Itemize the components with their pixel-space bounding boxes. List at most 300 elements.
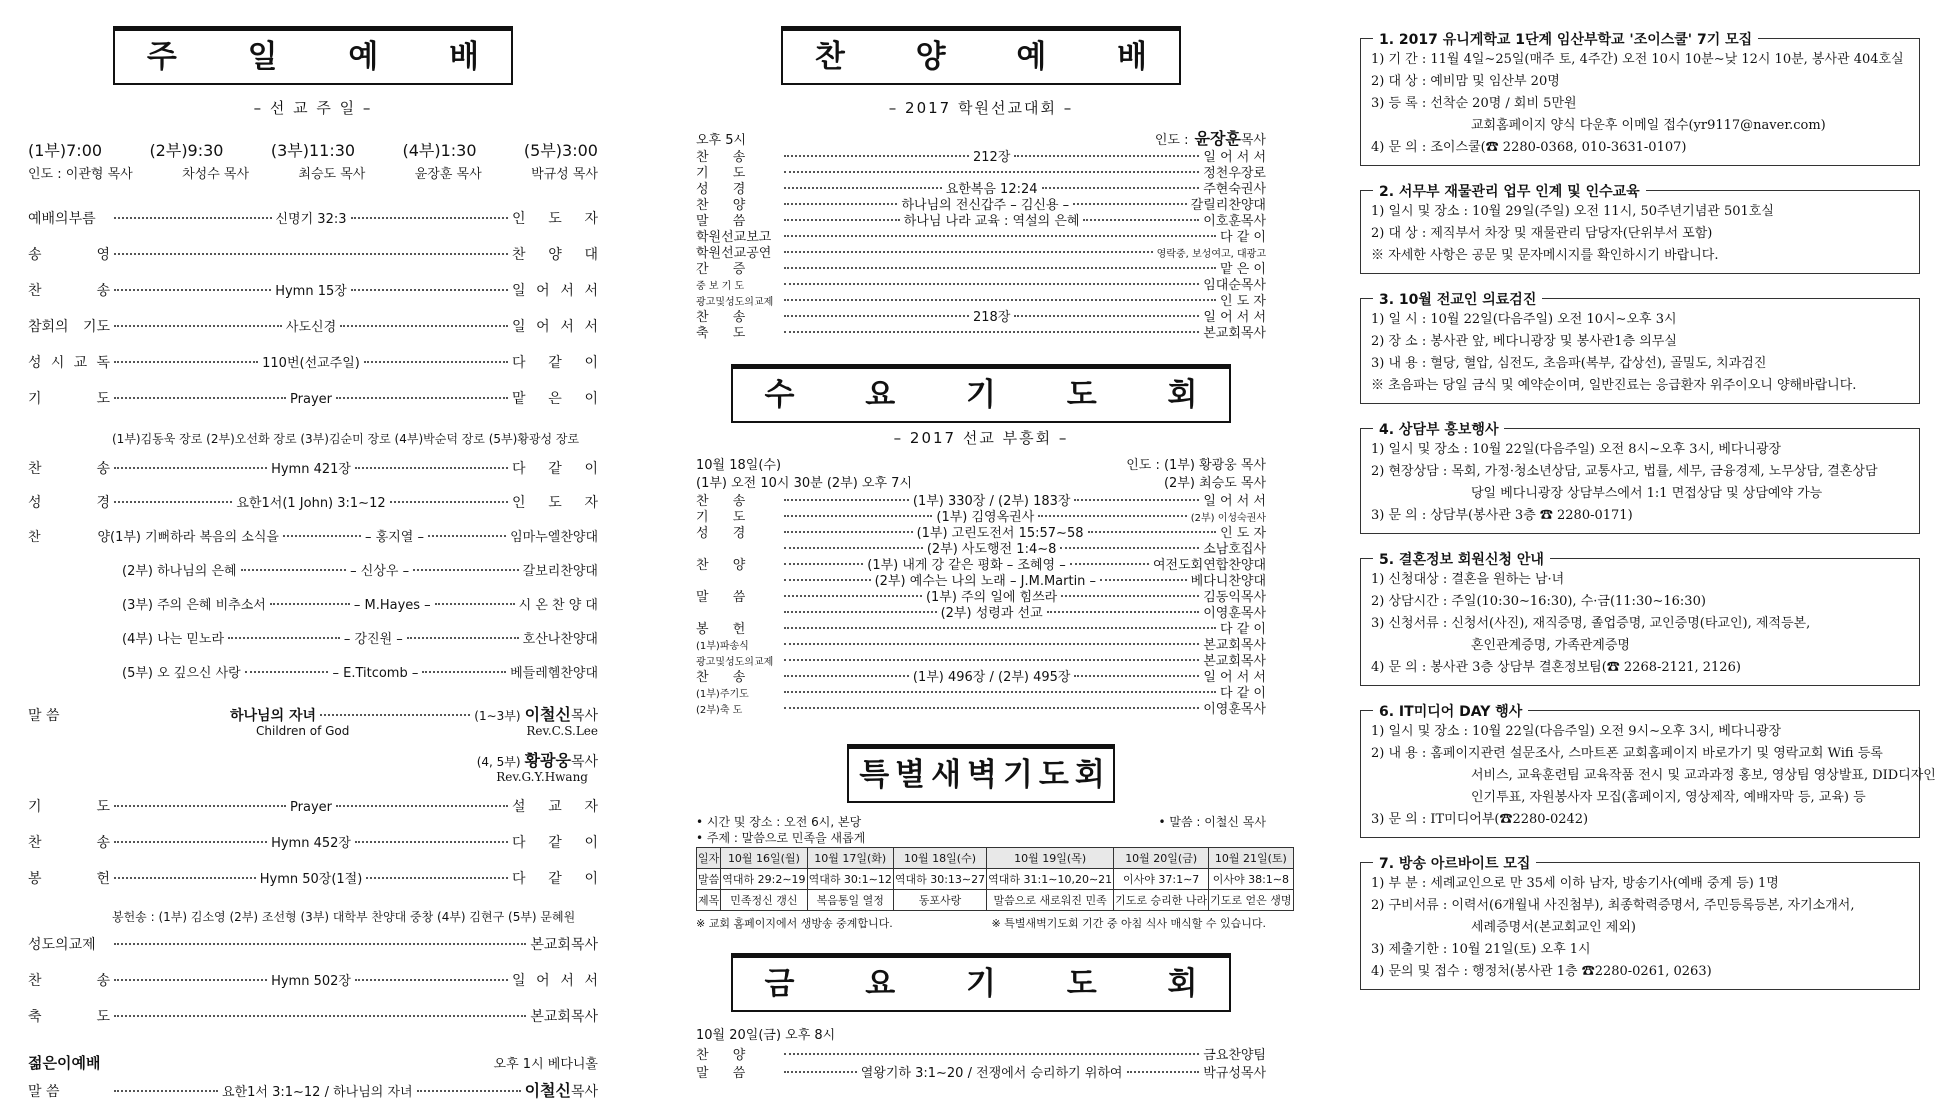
order-label: 기 도 <box>696 166 756 181</box>
label-char: 독 <box>96 355 110 371</box>
order-label <box>28 352 110 372</box>
schedule-row <box>697 869 1294 890</box>
sermon-preacher-1-en: Rev.C.S.Lee <box>526 724 598 738</box>
notice-line: 1) 신청대상 : 결혼을 원하는 남·녀 <box>1371 572 1565 587</box>
leader-dots <box>336 397 508 399</box>
right-char: 다 <box>512 461 526 477</box>
order-detail: 요한1서(1 John) 3:1∼12 <box>236 496 386 511</box>
order-row <box>28 208 598 244</box>
right-char: 맡 <box>512 391 526 407</box>
right-char: 인 <box>512 211 526 227</box>
service-leader: 윤장훈 목사 <box>414 167 482 182</box>
leader-dots <box>784 707 1199 709</box>
order-responsible <box>512 796 598 816</box>
right-char: 일 <box>512 973 526 989</box>
right-char: 어 <box>536 283 550 299</box>
schedule-header-cell: 10월 18일(수) <box>893 848 986 869</box>
label-char: 찬 <box>28 835 42 851</box>
label-char: 영 <box>96 247 110 263</box>
leader-dots <box>1014 315 1199 317</box>
anthem-row <box>28 526 598 560</box>
anthem-composer: – E.Titcomb – <box>332 666 419 681</box>
notice-line: ※ 자세한 사항은 공문 및 문자메시지를 확인하시기 바랍니다. <box>1371 248 1719 263</box>
notice-line: 1) 일시 및 장소 : 10월 22일(다음주일) 오전 8시∼오후 3시, 베다니광장 <box>1371 442 1782 457</box>
right-char: 교 <box>548 799 562 815</box>
schedule-header-cell: 10월 20일(금) <box>1114 848 1209 869</box>
order-detail: 212장 <box>973 150 1011 165</box>
praise-leader-name: 윤장훈 <box>1194 129 1241 148</box>
leader-dots <box>784 1053 1199 1055</box>
order-responsible: 임대순목사 <box>1203 278 1266 293</box>
order-detail: (1부) 330장 / (2부) 183장 <box>912 494 1071 509</box>
leader-dots <box>784 171 1199 173</box>
order-label: 학원선교보고 <box>696 230 772 245</box>
anthem-choir: 호산나찬양대 <box>522 632 598 647</box>
order-label <box>28 868 110 888</box>
order-detail: (1부) 김영옥권사 <box>936 510 1035 525</box>
notice-title: 2. 서무부 재물관리 업무 인계 및 인수교육 <box>1373 181 1646 201</box>
notice-line: 3) 등 록 : 선착순 20명 / 회비 5만원 <box>1371 96 1577 111</box>
order-responsible <box>512 244 598 264</box>
order-responsible: 일 어 서 서 <box>1203 310 1267 325</box>
notice-line: 1) 기 간 : 11월 4일∼25일(매주 토, 4주간) 오전 10시 10분∼낮 12시 10분, 봉사관 404호실 <box>1371 52 1904 67</box>
order-label <box>28 244 110 264</box>
order-label: 말 씀 <box>696 1066 756 1081</box>
order-label <box>28 1006 110 1026</box>
order-row <box>696 326 1266 342</box>
order-responsible: 주현숙권사 <box>1203 182 1267 197</box>
right-char: 서 <box>560 319 574 335</box>
leader-dots <box>784 595 922 597</box>
order-responsible: 이호훈목사 <box>1203 214 1267 229</box>
friday-order <box>696 1047 1266 1083</box>
wednesday-prayer-subtitle: – 2017 선교 부흥회 – <box>893 429 1069 447</box>
notice-line: 1) 부 분 : 세례교인으로 만 35세 이하 남자, 방송기사(예배 중계 등) 1명 <box>1371 876 1779 891</box>
label-char: 교 <box>73 355 88 371</box>
schedule-cell: 이사야 37:1∼7 <box>1114 869 1209 890</box>
schedule-header-cell: 10월 16일(월) <box>721 848 807 869</box>
notice-line: 2) 대 상 : 예비맘 및 임산부 20명 <box>1371 74 1560 89</box>
order-responsible <box>512 280 598 300</box>
order-label: 중 보 기 도 <box>696 281 745 292</box>
order-row <box>696 526 1266 542</box>
order-label: (1부)파송식 <box>696 641 749 652</box>
friday-datetime: 10월 20일(금) 오후 8시 <box>696 1028 836 1043</box>
schedule-cell: 역대하 30:13∼27 <box>893 869 986 890</box>
praise-order <box>696 150 1266 342</box>
order-detail: (1부) 내게 강 같은 평화 – 조혜영 – <box>867 558 1066 573</box>
order-detail: (2부) 사도행전 1:4∼8 <box>926 542 1057 557</box>
order-detail: 110번(선교주일) <box>262 356 360 371</box>
leader-dots <box>114 877 256 879</box>
schedule-cell: 역대하 29:2∼19 <box>721 869 807 890</box>
right-char: 이 <box>584 871 599 887</box>
notice-line: 2) 상담시간 : 주일(10:30∼16:30), 수·금(11:30∼16:30) <box>1371 594 1706 609</box>
sermon-role-1: 목사 <box>570 708 598 724</box>
notice-line: 서비스, 교육훈련팀 교육작품 전시 및 교과과정 홍보, 영상팀 영상발표, DID디자인 <box>1471 768 1936 783</box>
notice-box <box>1360 184 1920 274</box>
order-row <box>696 294 1266 310</box>
leader-dots <box>784 691 1216 693</box>
order-label: 성 경 <box>696 182 756 197</box>
notice-line: 2) 내 용 : 홈페이지관련 설문조사, 스마트폰 교회홈페이지 바로가기 및 영락교회 Wifi 등록 <box>1371 746 1883 761</box>
right-char: 이 <box>584 835 598 851</box>
leader-dots <box>784 547 923 549</box>
sermon-preacher-2-en: Rev.G.Y.Hwang <box>496 770 588 784</box>
leader-dots <box>413 569 519 571</box>
order-label: 간 증 <box>696 262 756 277</box>
label-char: 축 <box>28 1009 42 1025</box>
order-responsible: 일 어 서 서 <box>1203 150 1267 165</box>
right-char: 같 <box>548 835 562 851</box>
leader-dots <box>435 603 515 605</box>
label-char: 송 <box>28 247 42 263</box>
right-char: 은 <box>548 391 562 407</box>
order-detail: 하나님의 전신갑주 – 김신용 – <box>901 198 1070 213</box>
order-responsible: 소남호집사 <box>1203 542 1267 557</box>
leader-dots <box>283 535 361 537</box>
service-leaders <box>28 163 598 182</box>
leader-dots <box>114 805 286 807</box>
order-responsible: 일 어 서 서 <box>1203 494 1266 509</box>
order-row <box>696 622 1266 638</box>
order-row <box>28 492 598 526</box>
leader-dots <box>784 283 1199 285</box>
leader-dots <box>114 943 526 945</box>
notice-line: 4) 문 의 : 조이스쿨(☎ 2280-0368, 010-3631-0107) <box>1371 140 1687 155</box>
order-responsible: 이영훈목사 <box>1203 702 1266 717</box>
right-char: 서 <box>584 973 598 989</box>
anthem-row <box>28 662 598 696</box>
sermon-label: 말 씀 <box>28 708 60 724</box>
order-responsible <box>512 970 598 990</box>
order-label <box>28 458 110 478</box>
order-row <box>28 868 598 904</box>
order-responsible <box>512 868 598 888</box>
right-char: 일 <box>512 283 526 299</box>
notice-line: 3) 신청서류 : 신청서(사진), 재직증명, 졸업증명, 교인증명(타교인), 제적등본, <box>1371 616 1811 631</box>
order-row <box>696 686 1266 702</box>
order-row <box>28 388 598 424</box>
order-row <box>28 458 598 492</box>
leader-dots <box>407 637 519 639</box>
anthem-composer: – M.Hayes – <box>353 598 431 613</box>
leader-dots <box>241 569 347 571</box>
notice-line: 3) 문 의 : 상담부(봉사관 3층 ☎ 2280-0171) <box>1371 508 1633 523</box>
order-row <box>696 230 1266 246</box>
order-detail: 요한복음 12:24 <box>945 182 1038 197</box>
order-detail: (2부) 예수는 나의 노래 – J.M.Martin – <box>874 574 1097 589</box>
right-char: 서 <box>560 283 574 299</box>
order-label: 찬 송 <box>696 494 756 509</box>
notice-line: 교회홈페이지 양식 다운후 이메일 접수(yr9117@naver.com) <box>1471 118 1826 133</box>
notice-title: 6. IT미디어 DAY 행사 <box>1373 701 1528 721</box>
leader-dots <box>1088 531 1217 533</box>
order-responsible: 다 같 이 <box>1220 622 1266 637</box>
notice-line: 2) 현장상담 : 목회, 가정·청소년상담, 교통사고, 법률, 세무, 금융경제, 노무상담, 결혼상담 <box>1371 464 1878 479</box>
notice-box <box>1360 292 1920 404</box>
notice-line: ※ 초음파는 당일 금식 및 예약순이며, 일반진료는 응급환자 위주이오니 양해바랍니다. <box>1371 378 1857 393</box>
anthem-composer: – 강진원 – <box>343 632 403 647</box>
leader-dots <box>1014 155 1199 157</box>
notice-line: 4) 문의 및 접수 : 행정처(봉사관 1층 ☎2280-0261, 0263) <box>1371 964 1712 979</box>
leader-dots <box>784 267 1216 269</box>
leader-dots <box>114 397 286 399</box>
sermon-preacher-1: 이철신 <box>524 705 571 724</box>
leader-dots <box>784 499 909 501</box>
leader-dots <box>784 251 1153 253</box>
right-char: 어 <box>536 319 550 335</box>
order-label: 찬 양 <box>696 1048 756 1063</box>
leader-dots <box>784 219 900 221</box>
label-char: 찬 <box>28 973 42 989</box>
order-row <box>696 654 1266 670</box>
leader-dots <box>1127 1071 1200 1073</box>
leader-dots <box>1074 499 1199 501</box>
right-char: 다 <box>512 355 526 371</box>
anthem-choir: 갈보리찬양대 <box>522 564 598 579</box>
order-label: 광고및성도의교제 <box>696 297 774 308</box>
order-label: 찬 양 <box>696 558 756 573</box>
order-row <box>28 280 598 316</box>
order-label <box>28 970 110 990</box>
order-responsible: 다 같 이 <box>1220 230 1266 245</box>
schedule-header-cell: 10월 17일(화) <box>807 848 893 869</box>
label-char: 성 <box>28 355 42 371</box>
notice-line: 2) 구비서류 : 이력서(6개월내 사진첨부), 최종학력증명서, 주민등록등본, 자기소개서, <box>1371 898 1855 913</box>
leader-dots <box>1047 611 1200 613</box>
leader-dots <box>390 501 508 503</box>
leader-dots <box>366 877 508 879</box>
schedule-cell: 역대하 31:1∼10,20∼21 <box>987 869 1114 890</box>
label-char: 시 <box>50 355 65 371</box>
order-row <box>696 606 1266 622</box>
label-char: 송 <box>96 461 110 477</box>
notice-line: 1) 일시 및 장소 : 10월 29일(주일) 오전 11시, 50주년기념관 501호실 <box>1371 204 1774 219</box>
right-char: 서 <box>584 283 599 299</box>
order-label: 말 씀 <box>696 590 756 605</box>
leader-dots <box>351 217 509 219</box>
leader-dots <box>784 531 913 533</box>
leader-dots <box>784 155 969 157</box>
dawn-note-1: ※ 교회 홈페이지에서 생방송 중계합니다. <box>696 917 893 930</box>
label-char: 헌 <box>96 871 110 887</box>
order-detail: 열왕기하 3:1∼20 / 전쟁에서 승리하기 위하여 <box>860 1066 1123 1081</box>
sermon-title-en: Children of God <box>256 724 350 738</box>
right-char: 자 <box>584 799 598 815</box>
order-responsible: 본교회목사 <box>1203 638 1266 653</box>
notice-box <box>1360 422 1920 534</box>
anthem-choir: 시 온 찬 양 대 <box>518 598 598 613</box>
notice-line: 3) 문 의 : IT미디어부(☎2280-0242) <box>1371 812 1589 827</box>
order-row <box>696 182 1266 198</box>
right-char: 같 <box>548 871 562 887</box>
praise-worship-subtitle: – 2017 학원선교대회 – <box>888 99 1074 117</box>
order-label: (1부)주기도 <box>696 689 749 700</box>
youth-sermon-label: 말 씀 <box>28 1084 60 1100</box>
leader-dots <box>784 563 863 565</box>
anthem-choir: 임마누엘찬양대 <box>510 530 598 545</box>
order-row <box>696 510 1266 526</box>
order-responsible <box>512 388 598 408</box>
right-text: 본교회목사 <box>530 937 598 953</box>
order-label <box>28 796 110 816</box>
label-char: 기도 <box>82 319 110 335</box>
notice-line: 당일 베다니광장 상담부스에서 1:1 면접상담 및 상담예약 가능 <box>1471 486 1823 501</box>
dawn-prayer-title: 특별새벽기도회 <box>847 744 1115 803</box>
label-char: 기 <box>28 799 42 815</box>
anthem-title: (3부) 주의 은혜 비추소서 <box>122 598 266 613</box>
order-responsible: 본교회목사 <box>1203 326 1266 341</box>
order-label <box>28 934 110 954</box>
label-char: 송 <box>96 835 110 851</box>
sermon-role-2: 목사 <box>570 754 598 770</box>
notice-line: 4) 문 의 : 봉사관 3층 상담부 결혼정보팀(☎ 2268-2121, 2126) <box>1371 660 1741 675</box>
order-row <box>28 244 598 280</box>
weekly-worship-column <box>696 0 1292 1083</box>
leader-dots <box>784 331 1199 333</box>
leader-dots <box>784 659 1199 661</box>
order-row <box>696 214 1266 230</box>
order-responsible: 베다니찬양대 <box>1190 574 1267 589</box>
anthem-title: (4부) 나는 믿노라 <box>122 632 225 647</box>
order-label <box>28 492 110 512</box>
leader-dots <box>355 979 508 981</box>
right-char: 인 <box>512 495 526 511</box>
leader-dots <box>114 979 267 981</box>
notice-title: 5. 결혼정보 회원신청 안내 <box>1373 549 1550 569</box>
right-char: 대 <box>584 247 598 263</box>
order-label: 찬 양 <box>696 198 756 213</box>
leader-dots <box>270 603 350 605</box>
praise-leader-label: 인도 : <box>1154 133 1189 148</box>
notice-list <box>1360 32 1936 990</box>
notice-title: 3. 10월 전교인 의료검진 <box>1373 289 1542 309</box>
right-char: 자 <box>584 495 598 511</box>
order-responsible: 일 어 서 서 <box>1203 670 1266 685</box>
notice-box <box>1360 552 1920 686</box>
youth-worship-title: 젊은이예배 <box>28 1054 101 1072</box>
wednesday-prayer-title: 수 요 기 도 회 <box>731 364 1232 423</box>
notice-line: 1) 일 시 : 10월 22일(다음주일) 오전 10시∼오후 3시 <box>1371 312 1677 327</box>
label-char: 송 <box>96 973 110 989</box>
service-time: (4부)1:30 <box>402 141 477 160</box>
right-text: 본교회목사 <box>530 1009 598 1025</box>
order-label: 학원선교공연 <box>696 246 772 261</box>
order-row <box>696 702 1266 718</box>
leader-dots <box>784 627 1216 629</box>
order-row <box>28 832 598 868</box>
leader-dots <box>784 203 897 205</box>
anthem-row <box>28 628 598 662</box>
notice-title: 7. 방송 아르바이트 모집 <box>1373 853 1536 873</box>
schedule-cell: 말씀 <box>697 869 721 890</box>
order-row <box>28 352 598 388</box>
anthem-title: (5부) 오 깊으신 사랑 <box>122 666 241 681</box>
order-detail: 사도신경 <box>285 320 337 335</box>
order-responsible: 다 같 이 <box>1220 686 1266 701</box>
leader-dots <box>228 637 340 639</box>
anthem-title: (1부) 기뻐하라 복음의 소식을 <box>110 530 279 545</box>
order-row <box>696 262 1266 278</box>
leader-dots <box>784 643 1199 645</box>
sunday-worship-title: 주 일 예 배 <box>113 26 513 85</box>
order-row <box>696 278 1266 294</box>
leader-dots <box>351 289 508 291</box>
schedule-header-cell: 일자 <box>697 848 721 869</box>
order-row <box>696 542 1266 558</box>
label-char: 양 <box>97 530 110 545</box>
praise-time: 오후 5시 <box>696 133 747 148</box>
order-detail: Prayer <box>290 800 332 815</box>
order-detail: (2부) 성령과 선교 <box>940 606 1043 621</box>
notice-line: 2) 대 상 : 제직부서 차장 및 재물관리 담당자(단위부서 포함) <box>1371 226 1713 241</box>
notice-box <box>1360 856 1920 990</box>
order-of-service-1 <box>28 208 598 424</box>
notice-line: 인기투표, 자원봉사자 모집(홈페이지, 영상제작, 예배자막 등, 교육) 등 <box>1471 790 1866 805</box>
order-responsible <box>530 1006 598 1026</box>
order-label: 봉 헌 <box>696 622 756 637</box>
order-responsible: 금요찬양팀 <box>1203 1048 1266 1063</box>
leader-dots <box>355 467 508 469</box>
schedule-row <box>697 890 1294 911</box>
order-responsible <box>512 316 598 336</box>
order-row <box>696 1065 1266 1083</box>
leader-dots <box>428 535 506 537</box>
order-detail: 신명기 32:3 <box>275 212 347 227</box>
notice-title: 4. 상담부 홍보행사 <box>1373 419 1504 439</box>
announcements-column <box>1360 0 1936 1014</box>
right-char: 도 <box>548 211 562 227</box>
order-detail: (1부) 주의 일에 힘쓰라 <box>925 590 1058 605</box>
order-row <box>696 558 1266 574</box>
leader-dots <box>784 235 1216 237</box>
sermon-parts-2: (4, 5부) <box>476 755 521 769</box>
leader-dots <box>340 325 508 327</box>
order-label <box>28 832 110 852</box>
order-row <box>696 166 1266 182</box>
dawn-theme: • 주제 : 말씀으로 민족을 새롭게 <box>696 831 866 845</box>
order-responsible: 인 도 자 <box>1220 294 1266 309</box>
offering-singers: 봉헌송 : (1부) 김소영 (2부) 조선형 (3부) 대학부 찬양대 중창 (4부) 김현구 (5부) 문혜원 <box>112 910 576 924</box>
order-detail: Hymn 452장 <box>271 836 351 851</box>
order-label <box>28 316 110 336</box>
wed-leader-2: (2부) 최승도 목사 <box>1163 476 1266 491</box>
notice-box <box>1360 704 1936 838</box>
schedule-cell: 복음통일 열정 <box>807 890 893 911</box>
praise-leader-role: 목사 <box>1240 133 1266 148</box>
label-char: 도 <box>96 1009 110 1025</box>
order-detail: Hymn 15장 <box>275 284 347 299</box>
right-char: 서 <box>584 319 599 335</box>
wednesday-order <box>696 494 1266 718</box>
anthem-list <box>28 526 598 696</box>
leader-dots <box>1100 579 1187 581</box>
wed-date: 10월 18일(수) <box>696 458 782 473</box>
leader-dots <box>784 1071 857 1073</box>
right-char: 이 <box>584 391 598 407</box>
order-label: 찬 송 <box>696 670 756 685</box>
schedule-cell: 제목 <box>697 890 721 911</box>
order-label <box>28 208 110 228</box>
leader-dots <box>784 515 932 517</box>
label-char: 경 <box>96 495 110 511</box>
right-char: 다 <box>512 871 526 887</box>
sermon-block <box>28 702 598 790</box>
order-detail: (1부) 고린도전서 15:57∼58 <box>916 526 1084 541</box>
leader-dots <box>1073 203 1186 205</box>
right-char: 서 <box>560 973 574 989</box>
